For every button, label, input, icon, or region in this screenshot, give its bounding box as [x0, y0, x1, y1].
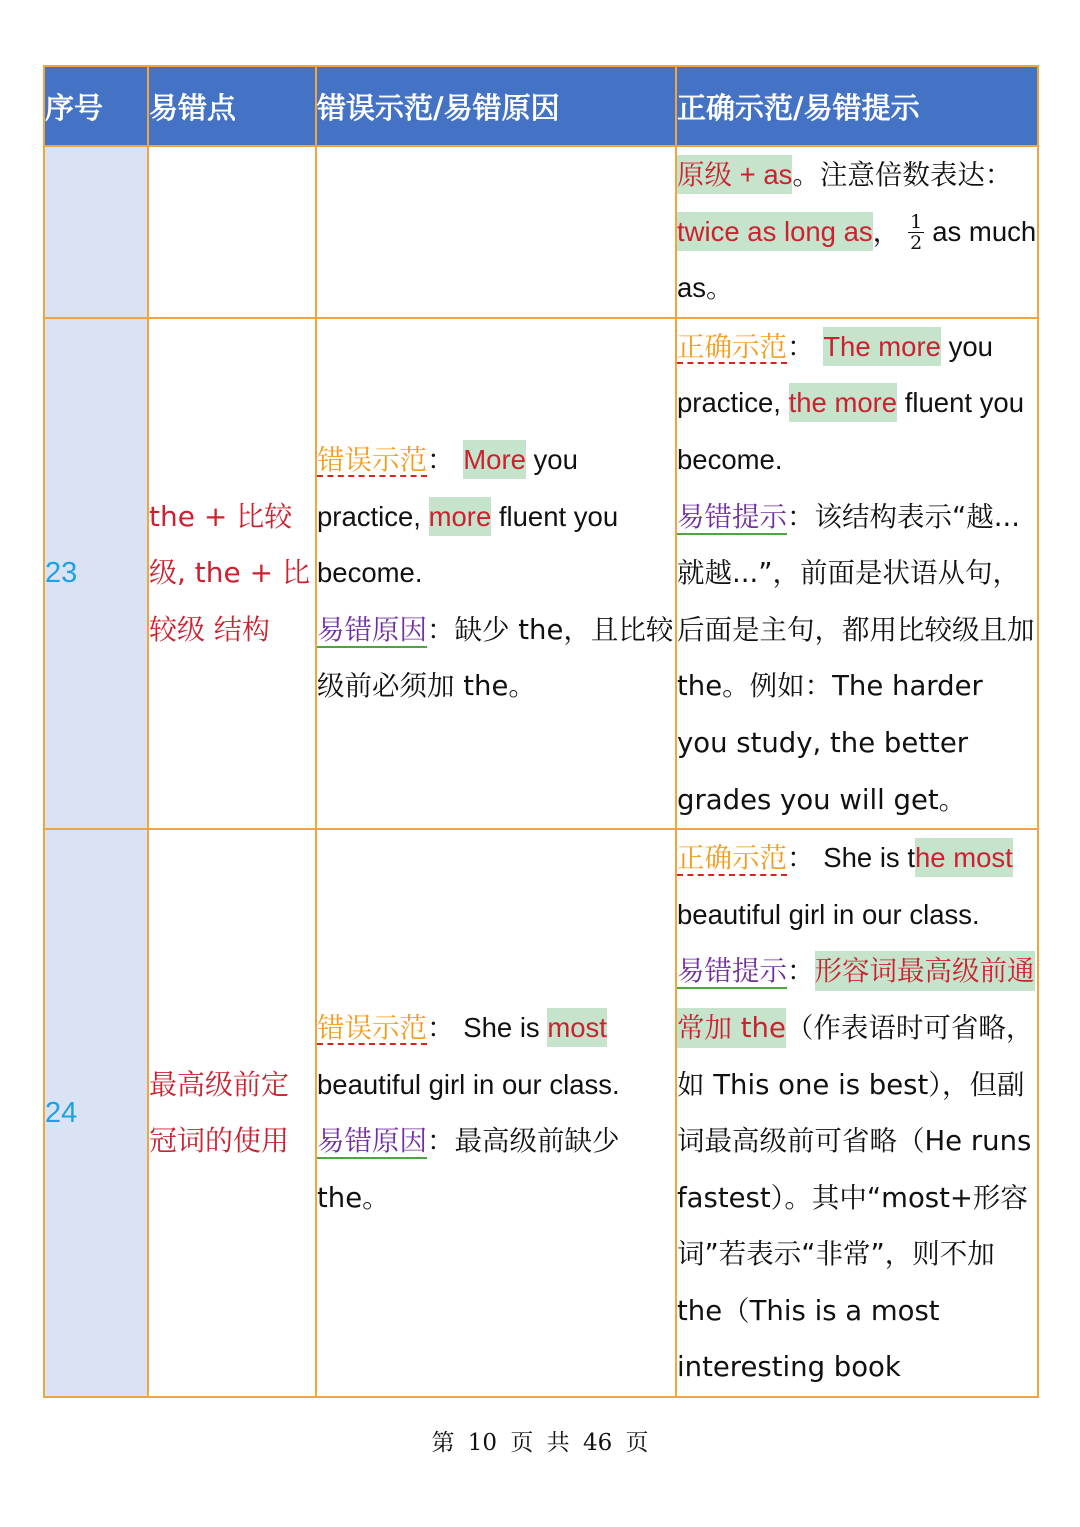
- header-num: 序号: [44, 66, 148, 146]
- table-row-continued: [44, 146, 1038, 318]
- label-right-example: 正确示范: [677, 842, 787, 875]
- label-tip: 易错提示: [677, 955, 787, 988]
- highlight-text: twice as long as: [677, 212, 873, 251]
- row-wrong: 错误示范： More you practice, more fluent you become. 易错原因：缺少 the，且比较级前必须加 the。: [316, 318, 676, 829]
- row-right: [676, 146, 1038, 318]
- label-tip: 易错提示: [677, 500, 787, 533]
- text: 。注意倍数表达：: [792, 159, 1013, 191]
- row-point: [148, 146, 316, 318]
- row-wrong: 错误示范： She is most beautiful girl in our class. 易错原因：最高级前缺少 the。: [316, 829, 676, 1397]
- row-point: the + 比较级, the + 比较级 结构: [148, 318, 316, 829]
- reason-text: 最高级前缺少 the。: [317, 1125, 620, 1214]
- label-wrong-example: 错误示范: [317, 443, 427, 476]
- highlight-text: the more: [789, 383, 898, 422]
- tip-text: （作表语时可省略，如 This one is best），但副词最高级前可省略（He runs fastest）。其中“most+形容词”若表示“非常”，则不加 the（This is a most interesting book: [677, 1011, 1034, 1384]
- reason-text: 缺少 the，且比较级前必须加 the。: [317, 613, 674, 703]
- header-wrong: 错误示范/易错原因: [316, 66, 676, 146]
- row-right: 正确示范： She is the most beautiful girl in our class. 易错提示：形容词最高级前通常加 the（作表语时可省略，如 This one is best），但副词最高级前可省略（He runs fastest）。其中“most+形容词”若表示“非常”，则不加 the（This is a most interesting book: [676, 829, 1038, 1397]
- row-num: 23: [44, 318, 148, 829]
- fraction: $\frac{1}{2}$: [910, 211, 923, 255]
- tip-text: 该结构表示“越...就越...”，前面是状语从句，后面是主句，都用比较级且加 the。例如：The harder you study, the better grades you will get。: [677, 500, 1035, 816]
- highlight-text: 形容词最高级前通常加 the: [677, 951, 1035, 1048]
- highlight-text: he most: [915, 838, 1013, 877]
- label-wrong-reason: 易错原因: [317, 1125, 427, 1158]
- text: as much as。: [677, 215, 1037, 304]
- highlight-text: The more: [823, 327, 941, 366]
- highlight-text: more: [429, 497, 492, 536]
- row-num: 24: [44, 829, 148, 1397]
- table-row-24: [44, 829, 1038, 1397]
- highlight-text: most: [547, 1008, 607, 1047]
- label-wrong-example: 错误示范: [317, 1011, 427, 1044]
- header-point: 易错点: [148, 66, 316, 146]
- highlight-text: More: [463, 440, 526, 479]
- row-right: 正确示范： The more you practice, the more fluent you become. 易错提示：该结构表示“越...就越...”，前面是状语从句，后面是主句，都用比较级且加 the。例如：The harder you study, the better grades you will get。: [676, 318, 1038, 829]
- row-wrong: [316, 146, 676, 318]
- label-wrong-reason: 易错原因: [317, 613, 427, 646]
- header-row: [44, 66, 1038, 146]
- text: ，: [872, 215, 901, 248]
- header-right: 正确示范/易错提示: [676, 66, 1038, 146]
- table-row-23: [44, 318, 1038, 829]
- error-points-table: [43, 65, 1039, 1398]
- row-point: 最高级前定冠词的使用: [148, 829, 316, 1397]
- row-num: [44, 146, 148, 318]
- label-right-example: 正确示范: [677, 330, 787, 363]
- highlight-text: 原级 + as: [677, 155, 792, 194]
- page-footer: 第 10 页 共 46 页: [431, 1430, 649, 1456]
